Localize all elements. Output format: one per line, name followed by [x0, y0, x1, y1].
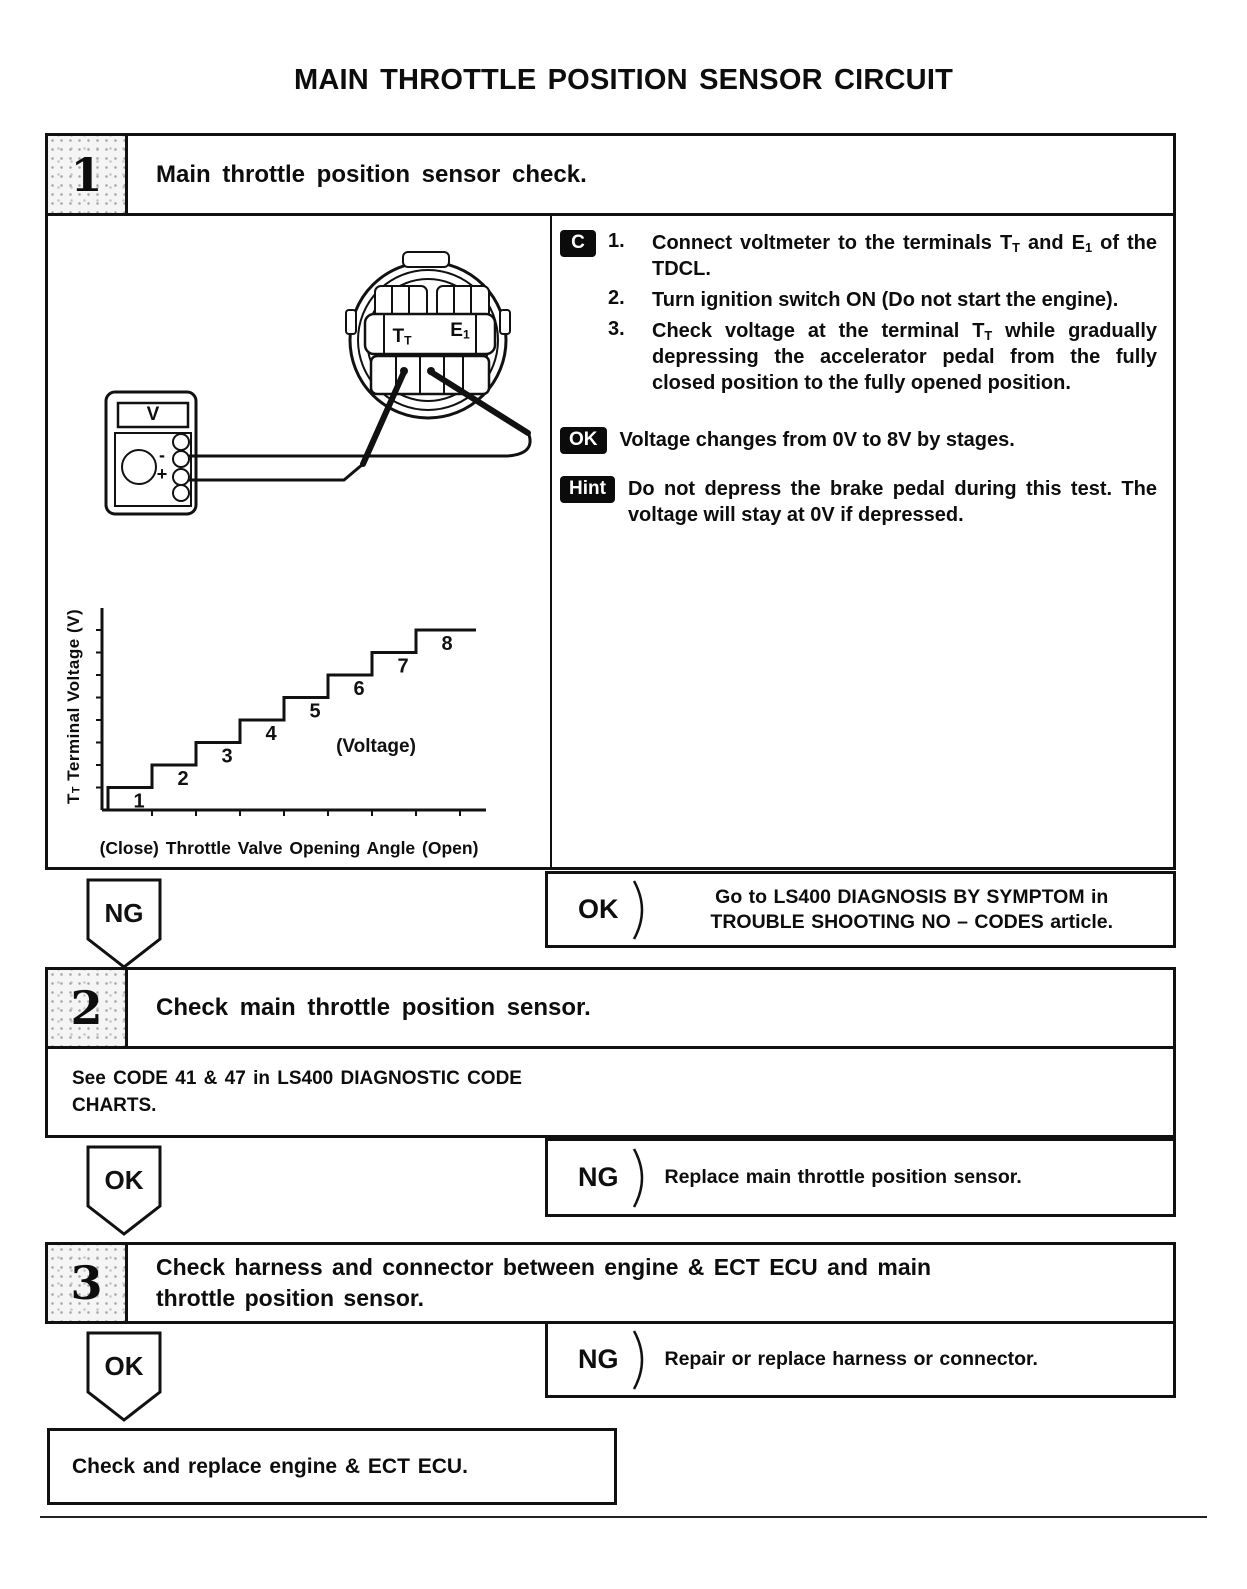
step2-body-line: CHARTS. [72, 1095, 157, 1116]
step2-ok-label: OK [104, 1165, 144, 1195]
result-chevron-icon [631, 1329, 651, 1391]
step2-body [48, 1049, 1173, 1119]
step1-box [45, 133, 1176, 870]
step3-title-line: Check harness and connector between engine & ECT ECU and main [156, 1254, 932, 1280]
svg-text:4: 4 [265, 723, 277, 745]
hint-text: Do not depress the brake pedal during this test. The voltage will stay at 0V if depressed. [627, 478, 1157, 526]
final-action-box [47, 1428, 617, 1505]
step2-ng-result-label: NG [578, 1162, 619, 1192]
step3-header [48, 1245, 1173, 1321]
step2-body-line: See CODE 41 & 47 in LS400 DIAGNOSTIC CODE [72, 1068, 522, 1089]
chart-y-axis-label: $T_T$ Terminal Voltage (V) [64, 608, 83, 804]
step3-ok-label: OK [104, 1351, 144, 1381]
connect-badge: C [560, 230, 596, 257]
step2-title: Check main throttle position sensor. [156, 994, 591, 1021]
step2-ok-pointer [85, 1144, 163, 1238]
step3-number: 3 [48, 1245, 128, 1321]
final-action-text: Check and replace engine & ECT ECU. [72, 1454, 468, 1478]
instruction-item [608, 230, 1157, 282]
step1-body [48, 216, 1173, 869]
step1-header [48, 136, 1173, 216]
instruction-text: Check voltage at the terminal $T_T$ while gradually depressing the accelerator pedal from the fully closed position to the fully opened position. [652, 320, 1157, 394]
result-chevron-icon [631, 1147, 651, 1209]
step1-ng-label: NG [104, 898, 144, 928]
step1-ok-result-label: OK [578, 894, 619, 924]
wiring-diagram-art [48, 216, 550, 574]
result-text-line: TROUBLE SHOOTING NO – CODES article. [710, 910, 1114, 933]
step3-ng-result-box [545, 1321, 1176, 1398]
svg-text:1: 1 [133, 790, 145, 813]
step1-number: 1 [48, 136, 128, 213]
result-chevron-icon [631, 879, 651, 941]
instruction-item [608, 287, 1157, 313]
ok-badge: OK [560, 427, 607, 454]
svg-text:5: 5 [309, 700, 321, 723]
result-text-line: Go to LS400 DIAGNOSIS BY SYMPTOM in [715, 885, 1109, 908]
svg-text:7: 7 [397, 655, 409, 678]
minus-terminal-label: - [159, 445, 165, 465]
step3-title-line: throttle position sensor. [156, 1285, 424, 1311]
step3-title [128, 1245, 1173, 1321]
svg-text:8: 8 [441, 633, 453, 655]
instruction-number: 2. [608, 287, 625, 309]
step1-ok-result-box [545, 871, 1176, 948]
step1-instructions-column [550, 216, 1173, 869]
terminal-tt-label: $T_T$ [392, 326, 412, 348]
step2-ng-result-text: Replace main throttle position sensor. [664, 1166, 1022, 1188]
step2-box [45, 967, 1176, 1138]
plus-terminal-label: + [156, 464, 168, 484]
svg-text:6: 6 [353, 678, 365, 700]
step1-title: Main throttle position sensor check. [156, 160, 587, 188]
svg-text:(Voltage): (Voltage) [336, 736, 416, 757]
voltmeter-tdcl-diagram [48, 216, 550, 574]
step2-number: 2 [48, 970, 128, 1046]
instruction-list [608, 230, 1157, 401]
page-title: MAIN THROTTLE POSITION SENSOR CIRCUIT [293, 64, 953, 96]
terminal-e1-label: $E_1$ [450, 320, 470, 342]
svg-text:2: 2 [177, 768, 189, 790]
instruction-text: Connect voltmeter to the terminals $T_T$ and $E_1$ of the TDCL. [652, 232, 1157, 280]
step3-ng-result-text: Repair or replace harness or connector. [664, 1348, 1038, 1370]
throttle-voltage-chart [64, 598, 534, 866]
ok-condition-text: Voltage changes from 0V to 8V by stages. [619, 429, 1015, 451]
chart-x-axis-label: (Close) Throttle Valve Opening Angle (Open) [99, 838, 479, 858]
step2-ng-result-box [545, 1138, 1176, 1217]
voltmeter-display-label: V [146, 404, 160, 425]
hint-badge: Hint [560, 476, 615, 503]
instruction-item [608, 318, 1157, 396]
step3-ng-result-label: NG [578, 1344, 619, 1374]
instruction-number: 1. [608, 230, 625, 252]
step3-box [45, 1242, 1176, 1324]
instruction-number: 3. [608, 318, 625, 340]
step1-ng-pointer [85, 877, 163, 971]
step3-ok-pointer [85, 1330, 163, 1424]
footer-rule [40, 1516, 1207, 1518]
svg-text:3: 3 [221, 745, 233, 768]
step2-header [48, 970, 1173, 1049]
step1-ok-result-text [651, 885, 1174, 935]
instruction-text: Turn ignition switch ON (Do not start the engine). [652, 289, 1119, 311]
step1-graphics-column [48, 216, 550, 869]
staircase-plot [94, 600, 494, 832]
